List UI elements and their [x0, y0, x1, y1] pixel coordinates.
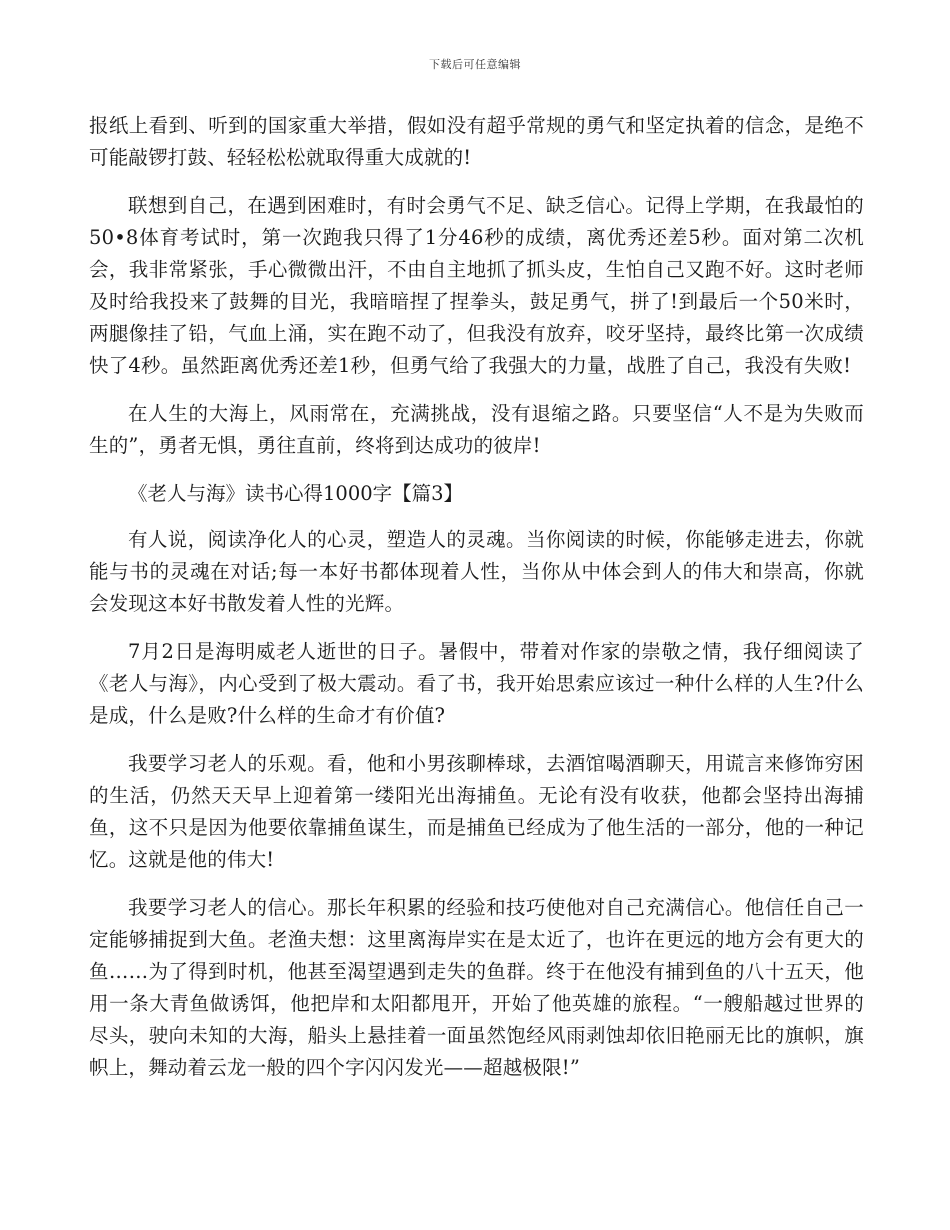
paragraph-7: 我要学习老人的信心。那长年积累的经验和技巧使他对自己充满信心。他信任自己一定能够捕捉到大鱼。老渔夫想：这里离海岸实在是太近了，也许在更远的地方会有更大的鱼……为了得到时机，他甚至渴望遇到走失的鱼群。终于在他没有捕到鱼的八十五天，他用一条大青鱼做诱饵，他把岸和太阳都甩开，开始了他英雄的旅程。“一艘船越过世界的尽头，驶向未知的大海，船头上悬挂着一面虽然饱经风雨剥蚀却依旧艳丽无比的旗帜，旗帜上，舞动着云龙一般的四个字闪闪发光——超越极限!”: [89, 896, 864, 1079]
paragraph-2: 联想到自己，在遇到困难时，有时会勇气不足、缺乏信心。记得上学期，在我最怕的50•8体育考试时，第一次跑我只得了1分46秒的成绩，离优秀还差5秒。面对第二次机会，我非常紧张，手心微微出汗，不由自主地抓了抓头皮，生怕自己又跑不好。这时老师及时给我投来了鼓舞的目光，我暗暗捏了捏拳头，鼓足勇气，拼了!到最后一个50米时，两腿像挂了铅，气血上涌，实在跑不动了，但我没有放弃，咬牙坚持，最终比第一次成绩快了4秒。虽然距离优秀还差1秒，但勇气给了我强大的力量，战胜了自己，我没有失败!: [89, 194, 864, 377]
paragraph-3: 在人生的大海上，风雨常在，充满挑战，没有退缩之路。只要坚信“人不是为失败而生的”，勇者无惧，勇往直前，终将到达成功的彼岸!: [89, 402, 864, 457]
paragraph-6: 我要学习老人的乐观。看，他和小男孩聊棒球，去酒馆喝酒聊天，用谎言来修饰穷困的生活，仍然天天早上迎着第一缕阳光出海捕鱼。无论有没有收获，他都会坚持出海捕鱼，这不只是因为他要依靠捕鱼谋生，而是捕鱼已经成为了他生活的一部分，他的一种记忆。这就是他的伟大!: [89, 752, 864, 871]
document-body: [89, 110, 864, 1100]
paragraph-5: 7月2日是海明威老人逝世的日子。暑假中，带着对作家的崇敬之情，我仔细阅读了《老人与海》，内心受到了极大震动。看了书，我开始思索应该过一种什么样的人生?什么是成，什么是败?什么样的生命才有价值?: [89, 640, 864, 727]
page-header: 下载后可任意编辑: [429, 58, 521, 71]
paragraph-4: 有人说，阅读净化人的心灵，塑造人的灵魂。当你阅读的时候，你能够走进去，你就能与书的灵魂在对话;每一本好书都体现着人性，当你从中体会到人的伟大和崇高，你就会发现这本好书散发着人性的光辉。: [89, 528, 864, 615]
section-heading: 《老人与海》读书心得1000字【篇3】: [128, 482, 464, 505]
paragraph-1: 报纸上看到、听到的国家重大举措，假如没有超乎常规的勇气和坚定执着的信念，是绝不可能敲锣打鼓、轻轻松松就取得重大成就的!: [89, 114, 864, 169]
